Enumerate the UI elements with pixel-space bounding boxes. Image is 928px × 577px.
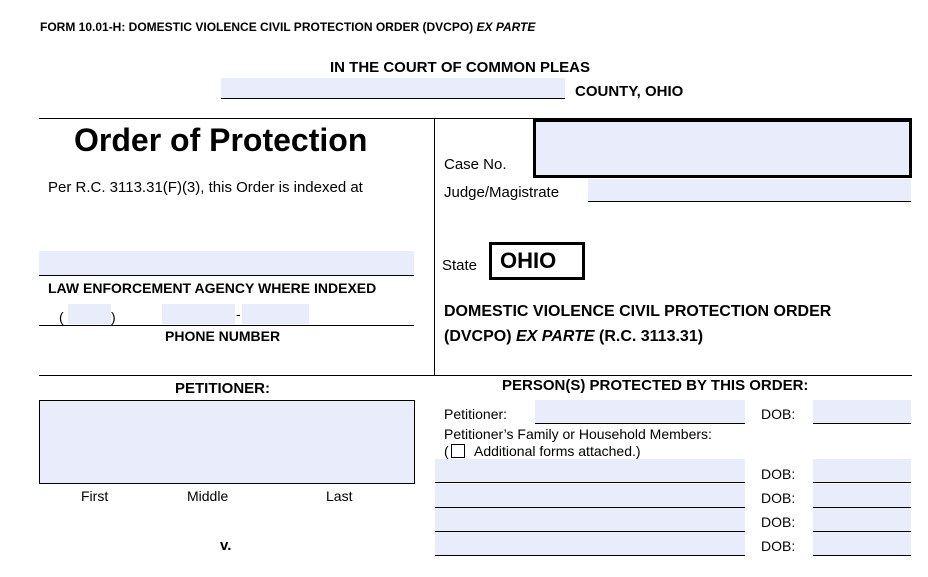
protected-heading: PERSON(S) PROTECTED BY THIS ORDER:	[502, 377, 809, 394]
petitioner-name-input[interactable]	[39, 400, 415, 484]
middle-divider	[39, 375, 912, 376]
dvcpo-title-prefix: (DVCPO)	[444, 328, 516, 345]
member-dob-input-1[interactable]	[813, 459, 911, 483]
judge-label: Judge/Magistrate	[444, 184, 560, 201]
center-divider	[434, 118, 435, 375]
state-value: OHIO	[489, 242, 585, 280]
member-dob-input-4[interactable]	[813, 532, 911, 556]
indexed-text: Per R.C. 3113.31(F)(3), this Order is indexed at	[48, 179, 363, 196]
judge-input[interactable]	[588, 179, 911, 202]
member-name-input-1[interactable]	[435, 459, 745, 483]
phone-close-paren: )	[111, 309, 116, 325]
member-dob-label-2: DOB:	[761, 490, 796, 506]
member-name-input-3[interactable]	[435, 508, 745, 532]
phone-underline	[39, 325, 414, 326]
phone-prefix-input[interactable]	[162, 304, 235, 324]
additional-forms-checkbox[interactable]	[451, 444, 465, 458]
court-title: IN THE COURT OF COMMON PLEAS	[330, 59, 590, 76]
case-label: Case No.	[444, 156, 507, 173]
additional-open-paren: (	[444, 443, 449, 459]
phone-dash: -	[236, 306, 241, 322]
family-label: Petitioner’s Family or Household Members:	[444, 426, 712, 442]
order-title: Order of Protection	[74, 122, 368, 158]
member-dob-label-4: DOB:	[761, 538, 796, 554]
agency-input[interactable]	[39, 251, 414, 276]
member-dob-input-3[interactable]	[813, 508, 911, 532]
versus-text: v.	[220, 537, 232, 554]
member-name-input-2[interactable]	[435, 484, 745, 508]
county-input[interactable]	[221, 78, 565, 99]
phone-label: PHONE NUMBER	[165, 328, 281, 344]
phone-open-paren: (	[59, 309, 64, 325]
additional-forms-label: Additional forms attached.)	[474, 443, 641, 459]
form-header	[40, 20, 535, 34]
dvcpo-title-italic: EX PARTE	[516, 328, 595, 345]
protected-petitioner-label: Petitioner:	[444, 406, 508, 422]
protected-petitioner-dob-label: DOB:	[761, 406, 796, 422]
middle-name-label: Middle	[187, 488, 229, 504]
member-dob-label-3: DOB:	[761, 514, 796, 530]
last-name-label: Last	[326, 488, 353, 504]
protected-petitioner-dob-input[interactable]	[813, 400, 911, 424]
form-header-italic: EX PARTE	[476, 20, 536, 34]
additional-forms-row	[444, 443, 449, 459]
member-name-input-4[interactable]	[435, 532, 745, 556]
county-label: COUNTY, OHIO	[575, 83, 684, 100]
state-label: State	[442, 257, 478, 274]
dvcpo-title-line1: DOMESTIC VIOLENCE CIVIL PROTECTION ORDER	[444, 303, 832, 320]
dvcpo-title-line2	[444, 328, 703, 346]
dvcpo-title-suffix: (R.C. 3113.31)	[594, 328, 704, 345]
case-number-input[interactable]	[533, 119, 912, 178]
phone-line-input[interactable]	[242, 304, 309, 324]
agency-label: LAW ENFORCEMENT AGENCY WHERE INDEXED	[48, 280, 377, 296]
protected-petitioner-input[interactable]	[535, 400, 745, 424]
phone-area-input[interactable]	[68, 304, 111, 324]
form-header-text: FORM 10.01-H: DOMESTIC VIOLENCE CIVIL PROTECTION ORDER (DVCPO)	[40, 20, 477, 34]
member-dob-input-2[interactable]	[813, 484, 911, 508]
first-name-label: First	[81, 488, 109, 504]
petitioner-heading: PETITIONER:	[175, 380, 271, 397]
member-dob-label-1: DOB:	[761, 466, 796, 482]
